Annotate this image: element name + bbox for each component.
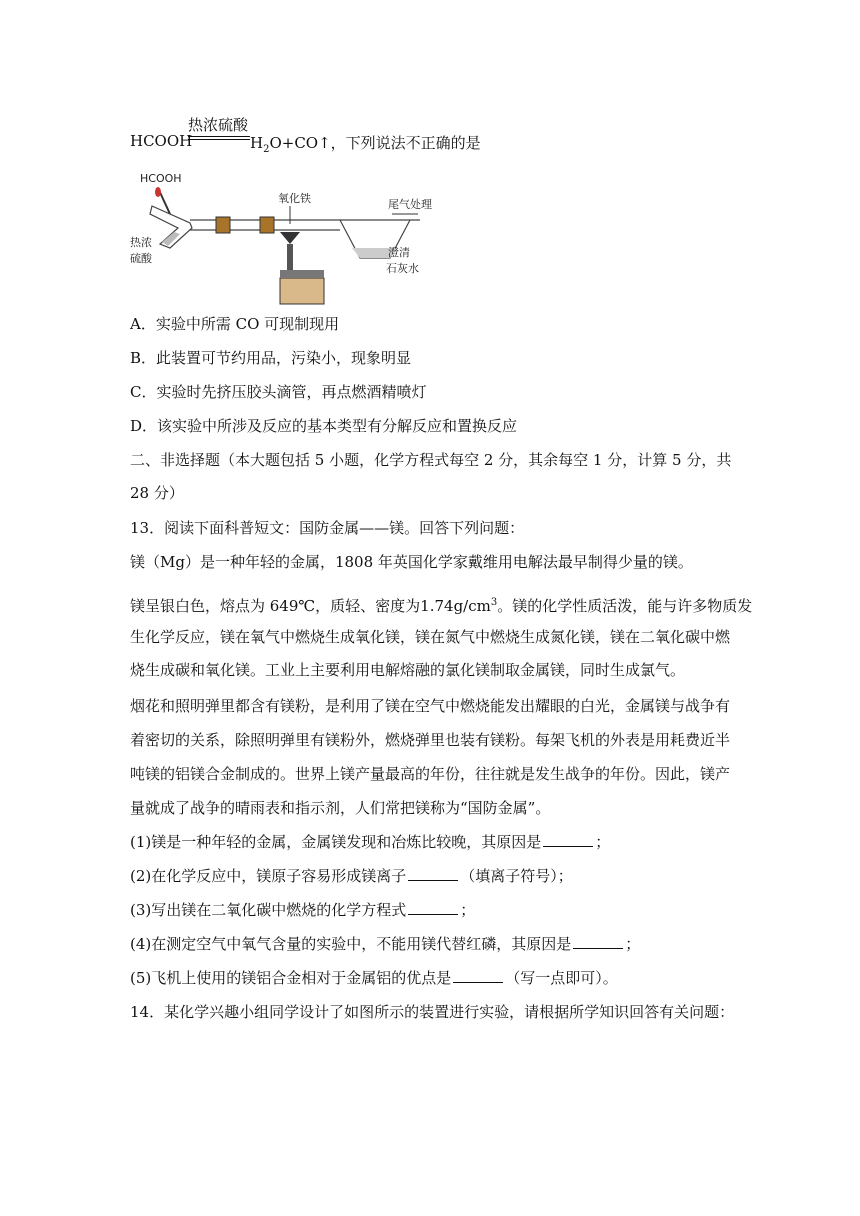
answer-blank[interactable] xyxy=(408,866,458,881)
burner-flame xyxy=(280,232,300,244)
burner-top xyxy=(280,270,324,278)
section2-heading-line1: 二、非选择题（本大题包括 5 小题，化学方程式每空 2 分，其余每空 1 分，计算 5 分，共 xyxy=(130,451,732,469)
option-c: C．实验时先挤压胶头滴管，再点燃酒精喷灯 xyxy=(130,383,427,401)
acid-label-2: 硫酸 xyxy=(130,252,152,265)
q13-question-2: (2)在化学反应中，镁原子容易形成镁离子 （填离子符号）； xyxy=(130,867,573,885)
limewater-label-2: 石灰水 xyxy=(386,262,419,275)
reaction-equation xyxy=(130,112,730,155)
section2-heading-line2: 28 分） xyxy=(130,484,184,502)
q13-paragraph: 烟花和照明弹里都含有镁粉，是利用了镁在空气中燃烧能发出耀眼的白光，金属镁与战争有 xyxy=(130,697,731,715)
q13-question-5: (5)飞机上使用的镁铝合金相对于金属铝的优点是 （写一点即可）。 xyxy=(130,969,618,987)
option-d: D．该实验中所涉及反应的基本类型有分解反应和置换反应 xyxy=(130,417,518,435)
answer-blank[interactable] xyxy=(543,832,593,847)
q13-paragraph: 镁呈银白色，熔点为 649℃，质轻、密度为$1.74g/cm^3$。镁的化学性质活泼，能与许多物质发 xyxy=(130,597,753,615)
answer-blank[interactable] xyxy=(408,900,458,915)
limewater-label-1: 澄清 xyxy=(388,246,410,259)
equation-arrow-line xyxy=(188,139,250,140)
equation-arrow-line xyxy=(188,136,250,137)
q14-title: 14．某化学兴趣小组同学设计了如图所示的装置进行实验，请根据所学知识回答有关问题： xyxy=(130,1003,735,1021)
hcooh-label: HCOOH xyxy=(140,172,182,185)
apparatus-diagram xyxy=(130,168,450,308)
q13-title: 13．阅读下面科普短文：国防金属——镁。回答下列问题： xyxy=(130,519,525,537)
connector-2 xyxy=(260,217,274,233)
q13-paragraph: 量就成了战争的晴雨表和指示剂，人们常把镁称为“国防金属”。 xyxy=(130,799,551,817)
option-b: B．此装置可节约用品，污染小，现象明显 xyxy=(130,349,412,367)
q13-paragraph: 镁（Mg）是一种年轻的金属，1808 年英国化学家戴维用电解法最早制得少量的镁。 xyxy=(130,553,693,571)
equation-condition: 热浓硫酸 xyxy=(188,116,249,134)
exhaust-label: 尾气处理 xyxy=(388,198,432,211)
connector-1 xyxy=(216,217,230,233)
equation-products: $H_2O+CO↑$，下列说法不正确的是 xyxy=(250,134,481,155)
burner-stem xyxy=(287,244,293,270)
q13-paragraph: 烧生成碳和氧化镁。工业上主要利用电解熔融的氯化镁制取金属镁，同时生成氯气。 xyxy=(130,661,686,679)
q13-paragraph: 吨镁的铝镁合金制成的。世界上镁产量最高的年份，往往就是发生战争的年份。因此，镁产 xyxy=(130,765,731,783)
answer-blank[interactable] xyxy=(453,968,503,983)
dropper-bulb xyxy=(155,187,161,197)
q13-question-4: (4)在测定空气中氧气含量的实验中，不能用镁代替红磷，其原因是 ； xyxy=(130,935,641,953)
burner-base xyxy=(280,278,324,304)
q13-paragraph: 生化学反应，镁在氧气中燃烧生成氧化镁，镁在氮气中燃烧生成氮化镁，镁在二氧化碳中燃 xyxy=(130,628,731,646)
q13-paragraph: 着密切的关系，除照明弹里有镁粉外，燃烧弹里也装有镁粉。每架飞机的外表是用耗费近半 xyxy=(130,731,731,749)
acid-label-1: 热浓 xyxy=(130,236,152,249)
q13-question-3: (3)写出镁在二氧化碳中燃烧的化学方程式 ； xyxy=(130,901,476,919)
answer-blank[interactable] xyxy=(573,934,623,949)
option-a: A．实验中所需 CO 可现制现用 xyxy=(130,315,340,333)
equation-reactant: HCOOH xyxy=(130,132,193,150)
iron-oxide-label: 氧化铁 xyxy=(278,192,311,205)
q13-question-1: (1)镁是一种年轻的金属，金属镁发现和冶炼比较晚，其原因是 ； xyxy=(130,833,611,851)
